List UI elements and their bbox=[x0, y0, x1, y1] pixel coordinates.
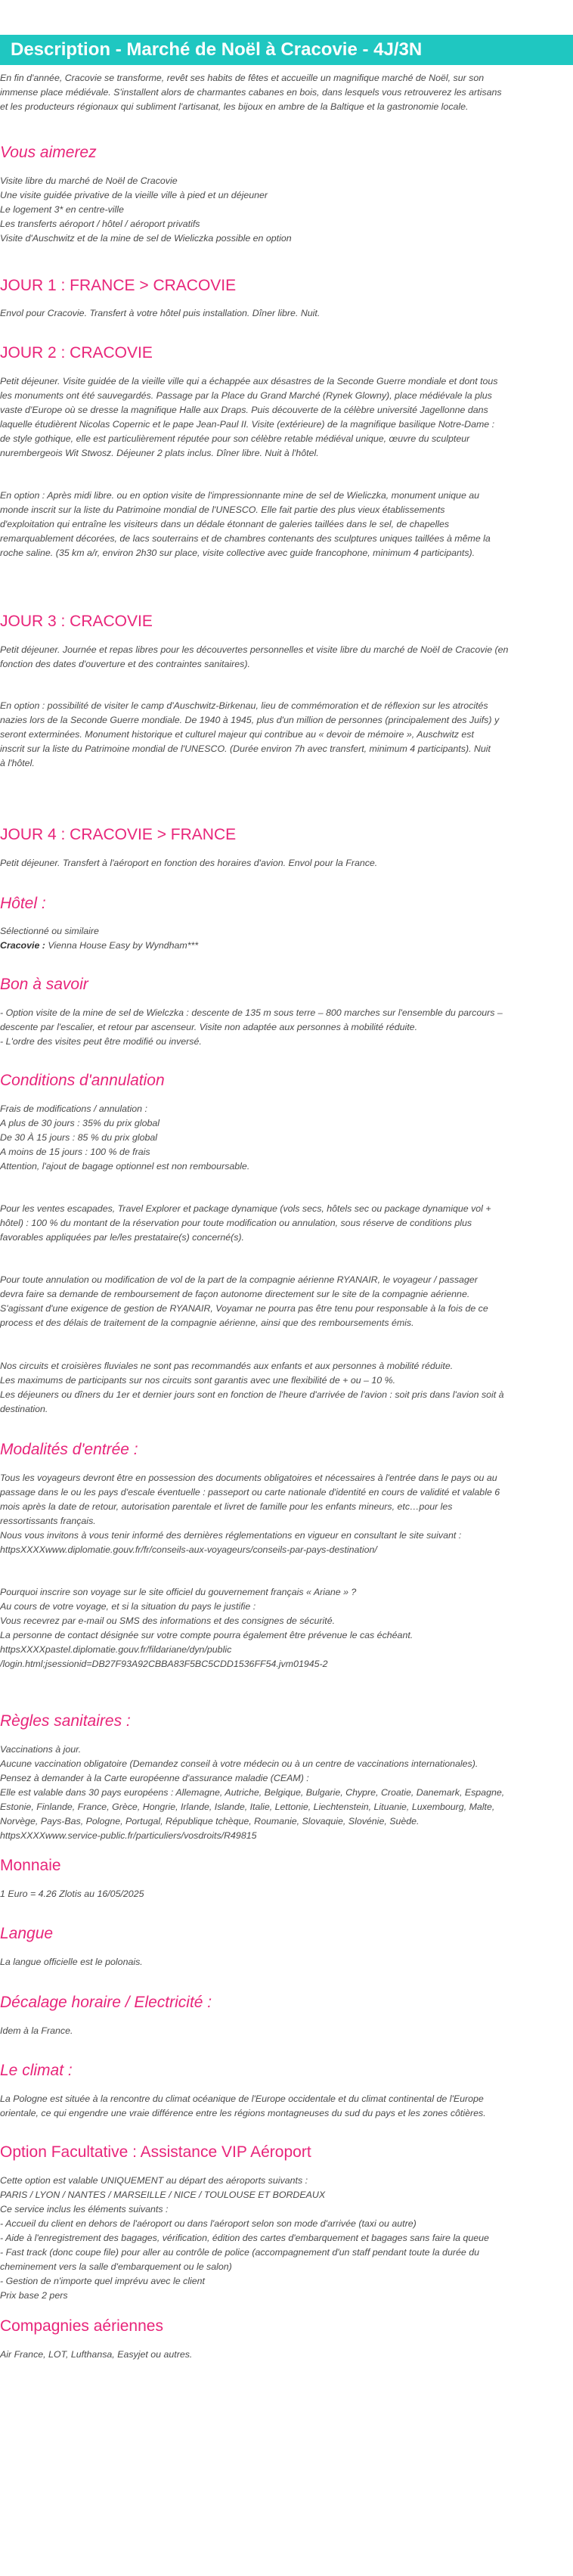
hotel-info: Sélectionné ou similaire Cracovie : Vienna House Easy by Wyndham*** bbox=[0, 924, 567, 953]
jour-2-paragraph-2: En option : Après midi libre. ou en option visite de l'impressionnante mine de sel de Wieliczka, monument unique au monde inscrit sur la liste du Patrimoine mondial de l'UNESCO. Elle fait partie des plus vieux établissements d'exploitation qui entraîne les visiteurs dans un dédale étonnant de galeries taillées dans le sel, de chapelles remarquablement décorées, de lacs souterrains et de chambres contenants des sculptures uniques taillées à même la roche saline. (35 km a/r, environ 2h30 sur place, visite collective avec guide francophone, minimum 4 participants). bbox=[0, 490, 491, 558]
heading-monnaie: Monnaie bbox=[0, 1857, 61, 1874]
climat-text: La Pologne est située à la rencontre du climat océanique de l'Europe occidentale et du climat continental de l'Europe orientale, ce qui engendre une vraie différence entre les régions montagneuses du sud du pays et les zones côtières. bbox=[0, 2093, 486, 2118]
intro-paragraph: En fin d'année, Cracovie se transforme, revêt ses habits de fêtes et accueille un magnifique marché de Noël, sur son immense place médiévale. S'installent alors de charmantes cabanes en bois, dans lesquels vous retrouverez les artisans et les producteurs régionaux qui subliment l'artisanat, les bijoux en ambre de la Baltique et la gastronomie locale. bbox=[0, 73, 502, 112]
heading-climat: Le climat : bbox=[0, 2062, 73, 2079]
jour-1-text: Envol pour Cracovie. Transfert à votre hôtel puis installation. Dîner libre. Nuit. bbox=[0, 308, 321, 318]
title-banner bbox=[0, 35, 573, 65]
heading-compagnies-aeriennes: Compagnies aériennes bbox=[0, 2317, 163, 2335]
heading-regles-sanitaires: Règles sanitaires : bbox=[0, 1712, 131, 1730]
option-vip-text: Cette option est valable UNIQUEMENT au départ des aéroports suivants : PARIS / LYON / NANTES / MARSEILLE / NICE / TOULOUSE ET BORDEAUX Ce service inclus les éléments suivants : - Accueil du client en dehors de l'aéroport ou dans l'aéroport selon son mode d'arrivée (taxi ou autre) - Aide à l'enregistrement des bagages, vérification, édition des cartes d'embarquement et bagages sans faire la queue - Fast track (donc coupe file) pour aller au contrôle de police (accompagnement d'un staff pendant toute la durée du cheminement vers la salle d'embarquement ou le salon) - Gestion de n'importe quel imprévu avec le client Prix base 2 pers bbox=[0, 2175, 489, 2301]
heading-jour-4: JOUR 4 : CRACOVIE > FRANCE bbox=[0, 826, 237, 843]
list-item: Les transferts aéroport / hôtel / aéroport privatifs bbox=[0, 219, 200, 229]
compagnies-text: Air France, LOT, Lufthansa, Easyjet ou autres. bbox=[0, 2349, 193, 2360]
heading-jour-1: JOUR 1 : FRANCE > CRACOVIE bbox=[0, 277, 237, 294]
heading-jour-3: JOUR 3 : CRACOVIE bbox=[0, 613, 153, 630]
heading-decalage-horaire: Décalage horaire / Electricité : bbox=[0, 1994, 212, 2011]
modalites-paragraph-1: Tous les voyageurs devront être en possession des documents obligatoires et nécessaires à l'entrée dans le pays ou au passage dans le ou les pays d'escale éventuelle : passeport ou carte nationale d'identité en cours de validité et valable 6 mois après la date de retour, autorisation parentale et livret de famille pour les enfants mineurs, etc…pour les ressortissants français. Nous vous invitons à vous tenir informé des dernières réglementations en vigueur en consultant le site suivant : httpsXXXXwww.diplomatie.gouv.fr/fr/conseils-aux-voyageurs/conseils-par-pays-destination/ bbox=[0, 1473, 500, 1555]
conditions-paragraph-1: Frais de modifications / annulation : A plus de 30 jours : 35% du prix global De 30 À 15 jours : 85 % du prix global A moins de 15 jours : 100 % de frais Attention, l'ajout de bagage optionnel est non remboursable. bbox=[0, 1103, 250, 1172]
heading-vous-aimerez: Vous aimerez bbox=[0, 144, 97, 161]
list-item: Visite d'Auschwitz et de la mine de sel de Wieliczka possible en option bbox=[0, 233, 292, 244]
list-item: Une visite guidée privative de la vieille ville à pied et un déjeuner bbox=[0, 190, 268, 200]
bon-a-savoir-text: - Option visite de la mine de sel de Wielczka : descente de 135 m sous terre – 800 marches sur l'ensemble du parcours – descente par l'escalier, et retour par ascenseur. Visite non adaptée aux personnes à mobilité réduite. - L'ordre des visites peut être modifié ou inversé. bbox=[0, 1007, 503, 1047]
list-item: Visite libre du marché de Noël de Cracovie bbox=[0, 175, 178, 186]
heading-jour-2: JOUR 2 : CRACOVIE bbox=[0, 344, 153, 362]
modalites-paragraph-2: Pourquoi inscrire son voyage sur le site officiel du gouvernement français « Ariane » ? Au cours de votre voyage, et si la situation du pays le justifie : Vous recevrez par e-mail ou SMS des informations et des consignes de sécurité. La personne de contact désignée sur votre compte pourra également être prévenue le cas échéant. httpsXXXXpastel.diplomatie.gouv.fr/fildariane/dyn/public /login.html;jsessionid=DB27F93A92CBBA83F5BC5CDD1536FF54.jvm01945-2 bbox=[0, 1587, 413, 1669]
heading-conditions-annulation: Conditions d'annulation bbox=[0, 1072, 165, 1089]
decalage-text: Idem à la France. bbox=[0, 2025, 73, 2036]
monnaie-text: 1 Euro = 4.26 Zlotis au 16/05/2025 bbox=[0, 1889, 144, 1899]
hotel-city: Cracovie : bbox=[0, 940, 45, 951]
conditions-paragraph-4: Nos circuits et croisières fluviales ne sont pas recommandés aux enfants et aux personnes à mobilité réduite. Les maximums de participants sur nos circuits sont garantis avec une flexibilité de + ou – 10 %. Les déjeuners ou dîners du 1er et dernier jours sont en fonction de l'heure d'arrivée de l'avion : soit pris dans l'avion soit à destination. bbox=[0, 1361, 504, 1414]
jour-3-paragraph-2: En option : possibilité de visiter le camp d'Auschwitz-Birkenau, lieu de commémoration et de réflexion sur les atrocités nazies lors de la Seconde Guerre mondiale. De 1940 à 1945, plus d'un million de personnes (principalement des Juifs) y seront exterminées. Monument historique et culturel majeur qui contribue au « devoir de mémoire », Auschwitz est inscrit sur la liste du Patrimoine mondial de l'UNESCO. (Durée environ 7h avec transfert, minimum 4 participants). Nuit à l'hôtel. bbox=[0, 700, 500, 768]
jour-3-paragraph-1: Petit déjeuner. Journée et repas libres pour les découvertes personnelles et visite libre du marché de Noël de Cracovie (en fonction des dates d'ouverture et des contraintes sanitaires). bbox=[0, 644, 509, 669]
hotel-line bbox=[0, 939, 567, 953]
conditions-paragraph-2: Pour les ventes escapades, Travel Explorer et package dynamique (vols secs, hôtels sec ou package dynamique vol + hôtel) : 100 % du montant de la réservation pour toute modification ou annulation, sous réserve de conditions plus favorables appliquées par le/les prestataire(s) concerné(s). bbox=[0, 1203, 491, 1243]
page-title: Description - Marché de Noël à Cracovie - 4J/3N bbox=[11, 39, 423, 60]
heading-modalites-entree: Modalités d'entrée : bbox=[0, 1441, 138, 1458]
heading-option-vip: Option Facultative : Assistance VIP Aéroport bbox=[0, 2143, 311, 2161]
heading-bon-a-savoir: Bon à savoir bbox=[0, 976, 88, 993]
langue-text: La langue officielle est le polonais. bbox=[0, 1957, 143, 1967]
sanitaires-text: Vaccinations à jour. Aucune vaccination obligatoire (Demandez conseil à votre médecin ou à un centre de vaccinations internationales). Pensez à demander à la Carte européenne d'assurance maladie (CEAM) : Elle est valable dans 30 pays européens : Allemagne, Autriche, Belgique, Bulgarie, Chypre, Croatie, Danemark, Espagne, Estonie, Finlande, France, Grèce, Hongrie, Irlande, Islande, Italie, Lettonie, Liechtenstein, Lituanie, Luxembourg, Malte, Norvège, Pays-Bas, Pologne, Portugal, République tchèque, Roumanie, Slovaquie, Slovénie, Suède. httpsXXXXwww.service-public.fr/particuliers/vosdroits/R49815 bbox=[0, 1744, 505, 1841]
hotel-name: Vienna House Easy by Wyndham*** bbox=[45, 940, 199, 951]
heading-hotel: Hôtel : bbox=[0, 895, 46, 912]
heading-langue: Langue bbox=[0, 1925, 54, 1942]
conditions-paragraph-3: Pour toute annulation ou modification de vol de la part de la compagnie aérienne RYANAIR, le voyageur / passager devra faire sa demande de remboursement de façon autonome directement sur le site de la compagnie aérienne. S'agissant d'une exigence de gestion de RYANAIR, Voyamar ne pourra pas être tenu pour responsable à la fois de ce process et des délais de traitement de la compagnie aérienne, ainsi que des remboursements émis. bbox=[0, 1274, 488, 1328]
list-item: Le logement 3* en centre-ville bbox=[0, 204, 124, 215]
vous-aimerez-list bbox=[0, 174, 567, 246]
jour-4-text: Petit déjeuner. Transfert à l'aéroport en fonction des horaires d'avion. Envol pour la France. bbox=[0, 858, 378, 868]
jour-2-paragraph-1: Petit déjeuner. Visite guidée de la vieille ville qui a échappée aux désastres de la Seconde Guerre mondiale et dont tous les monuments ont été sauvegardés. Passage par la Place du Grand Marché (Rynek Glowny), place médiévale la plus vaste d'Europe où se dresse la magnifique Halle aux Draps. Puis découverte de la célèbre université Jagellonne dans laquelle étudièrent Nicolas Copernic et le pape Jean-Paul II. Visite (extérieure) de la magnifique basilique Notre-Dame : de style gothique, elle est particulièrement réputée pour son célèbre retable médiéval unique, œuvre du sculpteur nurembergeois Wit Stwosz. Déjeuner 2 plats inclus. Dîner libre. Nuit à l'hôtel. bbox=[0, 376, 498, 458]
